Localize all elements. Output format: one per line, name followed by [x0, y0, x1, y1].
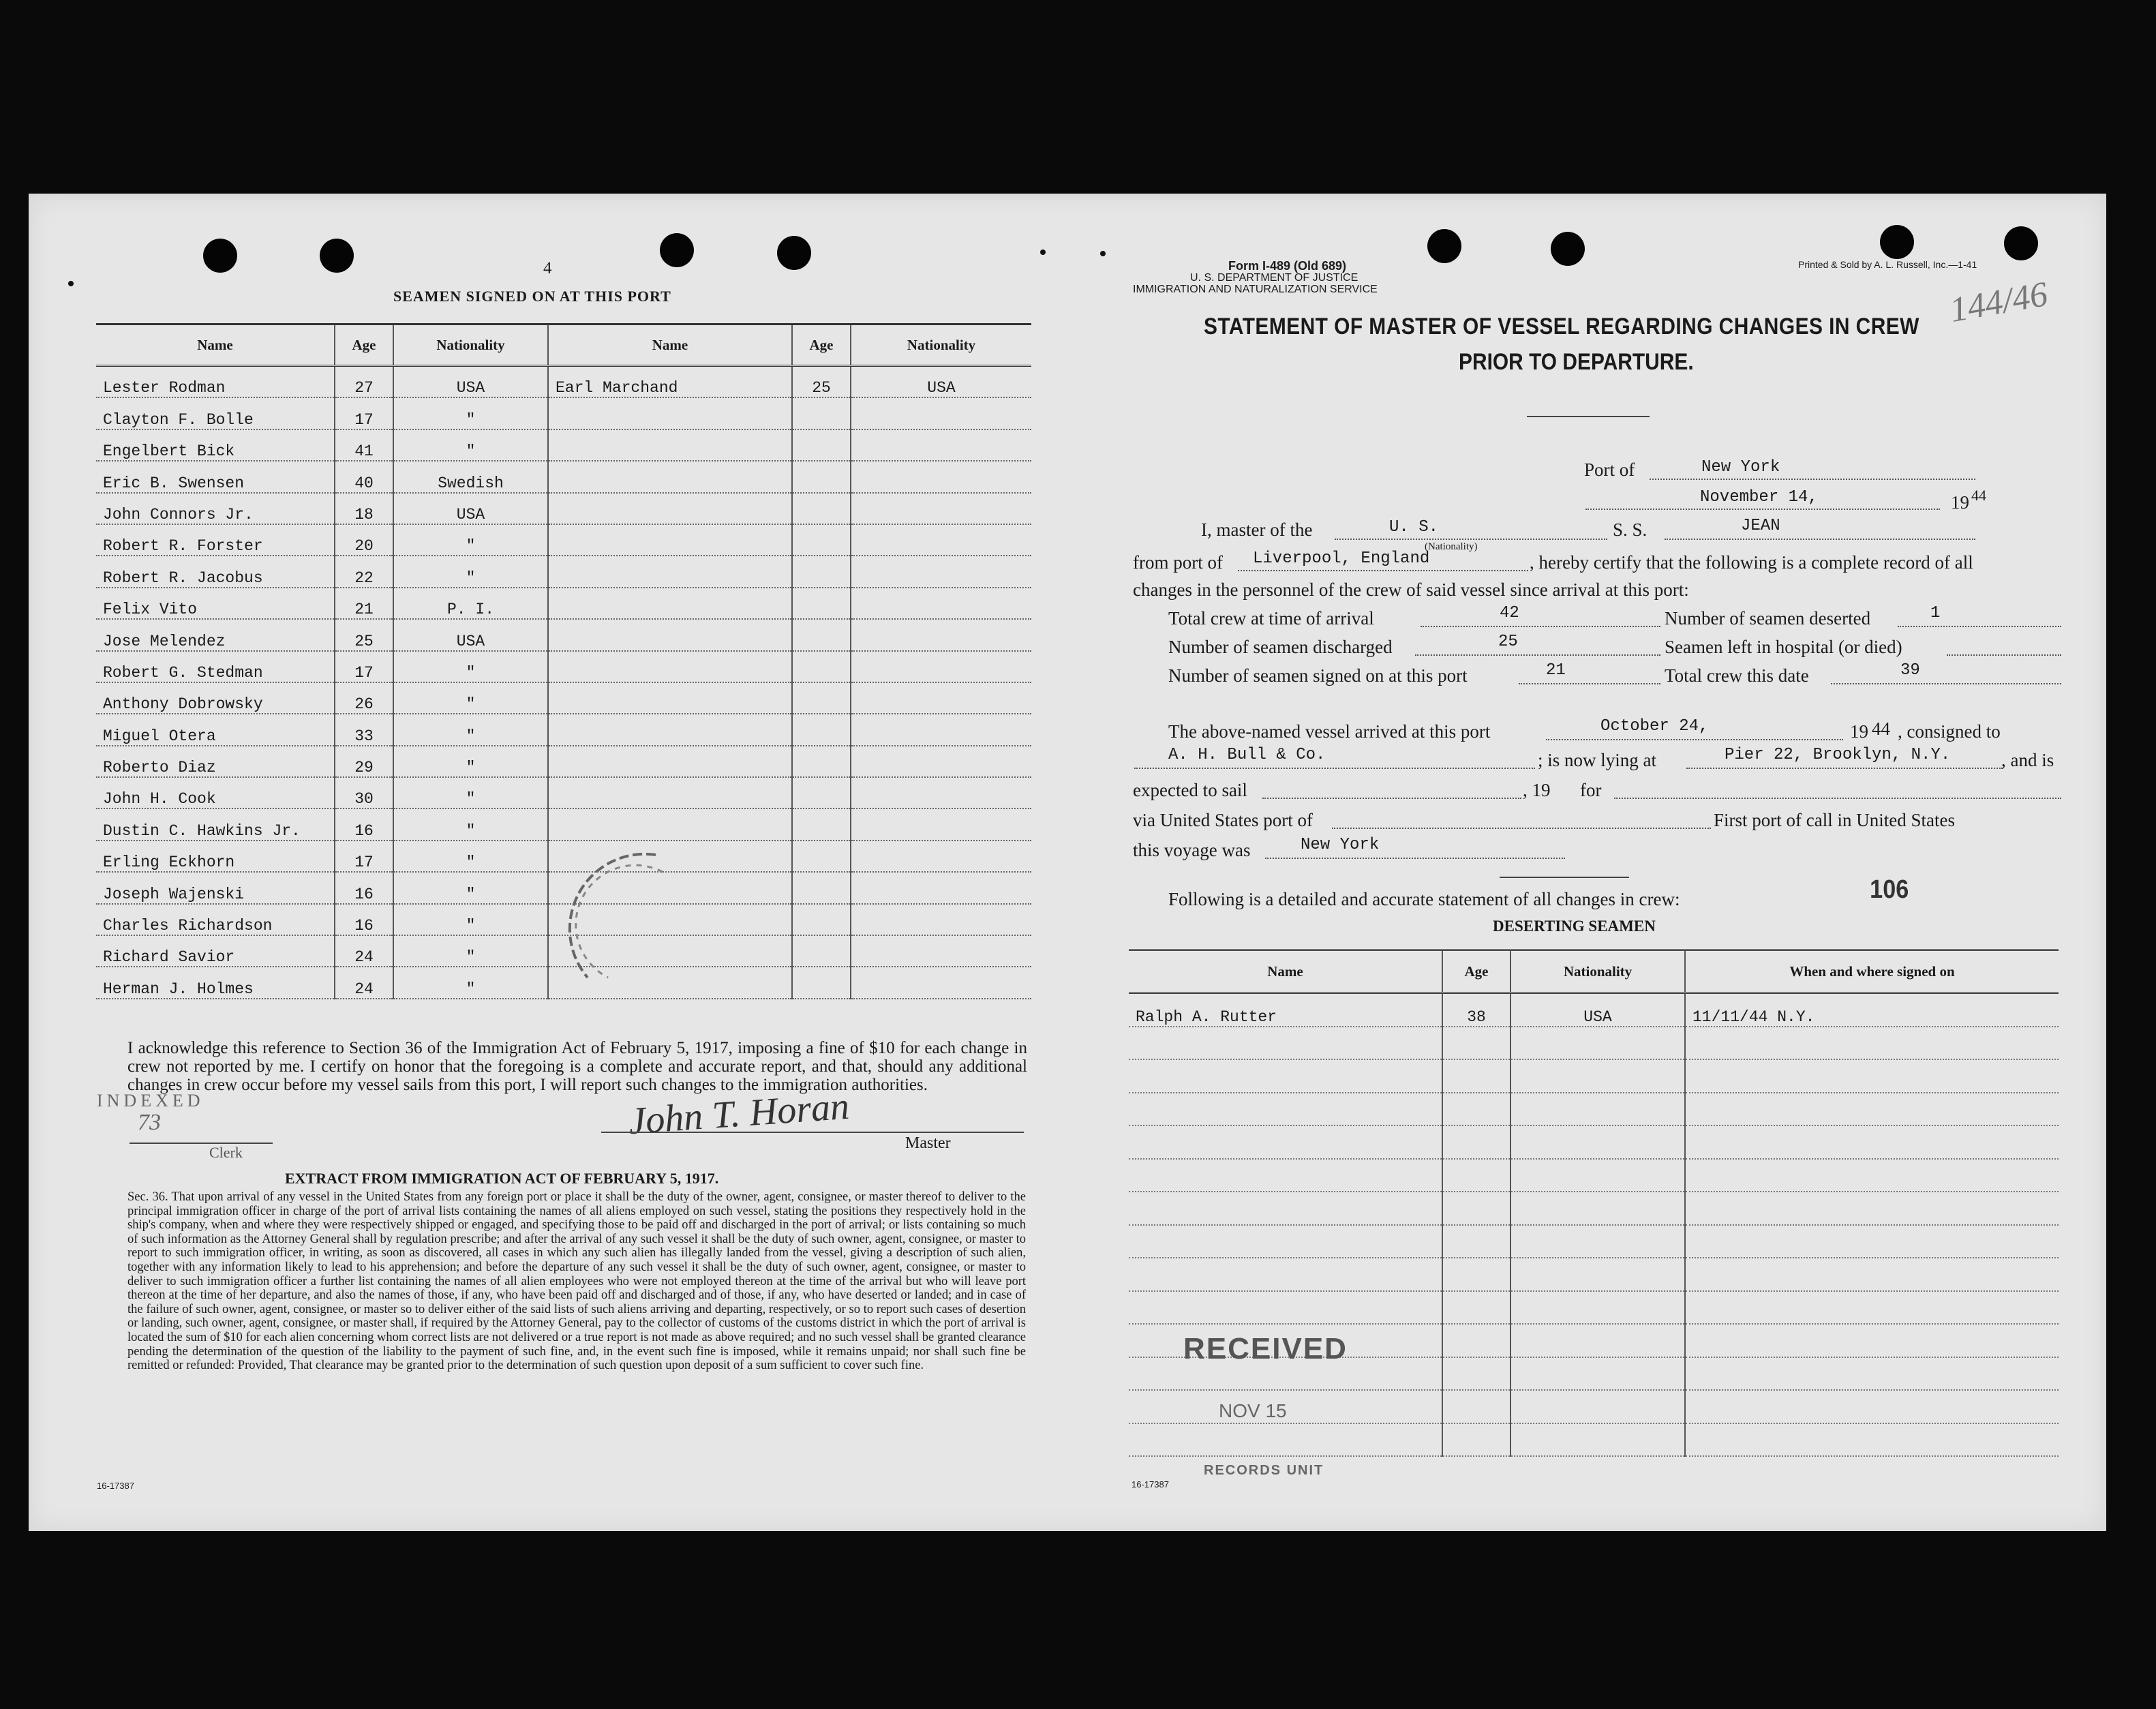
- crew-name: Charles Richardson: [96, 904, 335, 935]
- crew-nationality: ": [393, 808, 548, 840]
- table-row: [96, 461, 1031, 492]
- des-signed-on: [1685, 1357, 2059, 1391]
- des-name: Ralph A. Rutter: [1129, 993, 1442, 1027]
- crew-name-2: [548, 619, 792, 650]
- crew-nationality: ": [393, 651, 548, 682]
- des-age: [1442, 1357, 1510, 1391]
- des-signed-on: [1685, 1093, 2059, 1126]
- crew-age: 30: [335, 777, 393, 808]
- crew-age: 17: [335, 651, 393, 682]
- crew-age: 40: [335, 461, 393, 492]
- table-row: [96, 556, 1031, 587]
- crew-name: Robert R. Jacobus: [96, 556, 335, 587]
- deserted-count: 1: [1930, 604, 1941, 622]
- certify-text-2: changes in the personnel of the crew of said vessel since arrival at this port:: [1133, 579, 1689, 600]
- crew-age: 29: [335, 746, 393, 777]
- crew-name: Dustin C. Hawkins Jr.: [96, 808, 335, 840]
- crew-nationality: ": [393, 714, 548, 745]
- crew-nationality-2: [851, 524, 1031, 556]
- first-port-value: New York: [1301, 836, 1380, 854]
- right-form-code: 16-17387: [1132, 1479, 1169, 1489]
- table-row: [1129, 1291, 2059, 1325]
- crew-nationality-2: [851, 493, 1031, 524]
- and-is-label: , and is: [2001, 750, 2054, 770]
- crew-name: Herman J. Holmes: [96, 967, 335, 998]
- lying-at: Pier 22, Brooklyn, N.Y.: [1725, 746, 1951, 764]
- crew-name-2: [548, 651, 792, 682]
- circular-postmark: [553, 841, 663, 998]
- crew-nationality-2: [851, 461, 1031, 492]
- table-row: [96, 619, 1031, 650]
- crew-nationality-2: [851, 397, 1031, 429]
- table-row: [96, 714, 1031, 745]
- lying-label: ; is now lying at: [1538, 750, 1656, 770]
- crew-age-2: [792, 651, 851, 682]
- crew-nationality: ": [393, 841, 548, 872]
- table-row: [1129, 1125, 2059, 1159]
- crew-age-2: [792, 429, 851, 461]
- crew-name: Anthony Dobrowsky: [96, 682, 335, 714]
- discharged-count: 25: [1498, 633, 1518, 651]
- punch-hole: [2004, 226, 2038, 260]
- crew-age-2: [792, 935, 851, 967]
- received-stamp: RECEIVED: [1183, 1332, 1348, 1365]
- punch-hole: [777, 236, 811, 270]
- crew-nationality: ": [393, 872, 548, 903]
- arrival-year-prefix: 19: [1850, 721, 1868, 742]
- col-header-nationality: Nationality: [393, 324, 548, 366]
- des-signed-on: [1685, 1423, 2059, 1457]
- expected-label: expected to sail: [1133, 780, 1247, 800]
- des-nationality: [1510, 1324, 1685, 1357]
- crew-age-2: [792, 967, 851, 998]
- nationality-caption: (Nationality): [1425, 541, 1478, 552]
- crew-name-2: [548, 524, 792, 556]
- punch-hole: [320, 239, 354, 273]
- records-unit: RECORDS UNIT: [1204, 1463, 1324, 1478]
- crew-name: Lester Rodman: [96, 366, 335, 398]
- crew-name-2: [548, 429, 792, 461]
- des-nationality: USA: [1510, 993, 1685, 1027]
- crew-nationality: ": [393, 682, 548, 714]
- des-signed-on: [1685, 1258, 2059, 1291]
- des-age: [1442, 1125, 1510, 1159]
- des-age: [1442, 1390, 1510, 1423]
- crew-nationality-2: [851, 682, 1031, 714]
- des-age: [1442, 1027, 1510, 1060]
- crew-nationality: USA: [393, 619, 548, 650]
- des-nationality: [1510, 1027, 1685, 1060]
- crew-name: Eric B. Swensen: [96, 461, 335, 492]
- des-nationality: [1510, 1390, 1685, 1423]
- acknowledgment-text: I acknowledge this reference to Section 36 of the Immigration Act of February 5, 1917, imposing a fine of $10 for each change in crew not reported by me. I certify on honor that the foregoing is a complete and accurate report, and that, should any additional changes in crew occur before my vessel sails from this port, I will report such changes to the immigration authorities.: [127, 1039, 1027, 1094]
- from-port-value: Liverpool, England: [1253, 549, 1430, 568]
- master-label: Master: [905, 1134, 951, 1152]
- table-row: [1129, 1225, 2059, 1258]
- crew-name-2: [548, 461, 792, 492]
- total-crew-arrival: 42: [1500, 604, 1519, 622]
- indexed-stamp: INDEXED: [97, 1091, 204, 1110]
- crew-name-2: [548, 682, 792, 714]
- crew-age-2: [792, 904, 851, 935]
- des-signed-on: [1685, 1159, 2059, 1192]
- crew-nationality-2: [851, 841, 1031, 872]
- signed-on-title: SEAMEN SIGNED ON AT THIS PORT: [393, 288, 671, 305]
- table-row: [1129, 1027, 2059, 1060]
- extract-title: EXTRACT FROM IMMIGRATION ACT OF FEBRUARY 5, 1917.: [285, 1170, 719, 1187]
- crew-name-2: [548, 746, 792, 777]
- port-value: New York: [1701, 458, 1780, 477]
- vessel-name: JEAN: [1741, 517, 1780, 535]
- crew-name-2: [548, 777, 792, 808]
- des-age: [1442, 1159, 1510, 1192]
- deserting-seamen-table: [1129, 949, 2059, 1457]
- crew-nationality-2: [851, 556, 1031, 587]
- table-row: [96, 682, 1031, 714]
- crew-age: 17: [335, 397, 393, 429]
- crew-age: 27: [335, 366, 393, 398]
- table-row: [1129, 1423, 2059, 1457]
- table-row: [96, 429, 1031, 461]
- des-name: [1129, 1093, 1442, 1126]
- total-crew-arrival-label: Total crew at time of arrival: [1168, 608, 1374, 629]
- des-nationality: [1510, 1093, 1685, 1126]
- crew-age-2: 25: [792, 366, 851, 398]
- des-signed-on: [1685, 1027, 2059, 1060]
- des-age: [1442, 1423, 1510, 1457]
- crew-name: Robert G. Stedman: [96, 651, 335, 682]
- crew-nationality-2: [851, 588, 1031, 619]
- document-sheet: [29, 194, 2106, 1531]
- col-header-name-2: Name: [548, 324, 792, 366]
- deserting-title: DESERTING SEAMEN: [1493, 918, 1656, 935]
- des-signed-on: [1685, 1291, 2059, 1325]
- crew-nationality-2: [851, 714, 1031, 745]
- arrival-date: October 24,: [1600, 717, 1709, 736]
- crew-age-2: [792, 746, 851, 777]
- arrival-year: 44: [1872, 719, 1890, 739]
- crew-name-2: [548, 493, 792, 524]
- crew-age: 16: [335, 904, 393, 935]
- crew-age: 24: [335, 935, 393, 967]
- master-signature: John T. Horan: [627, 1085, 851, 1143]
- des-name: [1129, 1059, 1442, 1093]
- col-header-age-2: Age: [792, 324, 851, 366]
- des-nationality: [1510, 1125, 1685, 1159]
- crew-name: Richard Savior: [96, 935, 335, 967]
- des-signed-on: [1685, 1059, 2059, 1093]
- punch-hole: [1880, 225, 1914, 259]
- via-label: via United States port of: [1133, 810, 1313, 830]
- des-col-name: Name: [1129, 950, 1442, 993]
- crew-age-2: [792, 397, 851, 429]
- crew-name: Joseph Wajenski: [96, 872, 335, 903]
- crew-nationality: ": [393, 904, 548, 935]
- crew-nationality-2: [851, 619, 1031, 650]
- corner-note: 144/46: [1947, 274, 2051, 331]
- year-prefix: 19: [1951, 492, 1969, 513]
- statement-title-1: STATEMENT OF MASTER OF VESSEL REGARDING CHANGES IN CREW: [1204, 314, 1919, 339]
- des-col-nationality: Nationality: [1510, 950, 1685, 993]
- crew-nationality-2: [851, 967, 1031, 998]
- page-number: 4: [543, 259, 552, 277]
- col-header-name: Name: [96, 324, 335, 366]
- crew-age: 25: [335, 619, 393, 650]
- deserting-rows: [1129, 993, 2059, 1457]
- crew-nationality-2: [851, 777, 1031, 808]
- table-row: [1129, 1059, 2059, 1093]
- crew-age: 33: [335, 714, 393, 745]
- hospital-label: Seamen left in hospital (or died): [1665, 637, 1902, 657]
- clerk-mark: 73: [138, 1110, 161, 1135]
- table-row: [96, 366, 1031, 398]
- service: IMMIGRATION AND NATURALIZATION SERVICE: [1133, 284, 1378, 295]
- crew-age-2: [792, 619, 851, 650]
- punch-hole: [1551, 232, 1585, 266]
- crew-name: Miguel Otera: [96, 714, 335, 745]
- port-label: Port of: [1584, 459, 1635, 480]
- stamp-number: 106: [1870, 875, 1909, 904]
- crew-age-2: [792, 493, 851, 524]
- des-age: [1442, 1059, 1510, 1093]
- total-crew-date: 39: [1900, 661, 1920, 680]
- crew-age-2: [792, 556, 851, 587]
- crew-name: Roberto Diaz: [96, 746, 335, 777]
- des-age: [1442, 1324, 1510, 1357]
- des-age: [1442, 1258, 1510, 1291]
- crew-nationality-2: [851, 904, 1031, 935]
- crew-age: 41: [335, 429, 393, 461]
- printer-credit: Printed & Sold by A. L. Russell, Inc.—1-41: [1798, 259, 1977, 270]
- from-port-label: from port of: [1133, 552, 1223, 573]
- crew-name: Robert R. Forster: [96, 524, 335, 556]
- crew-nationality: USA: [393, 493, 548, 524]
- crew-nationality-2: [851, 746, 1031, 777]
- crew-nationality: ": [393, 556, 548, 587]
- des-age: [1442, 1291, 1510, 1325]
- des-age: [1442, 1225, 1510, 1258]
- des-name: [1129, 1125, 1442, 1159]
- total-crew-date-label: Total crew this date: [1665, 665, 1809, 686]
- crew-age: 26: [335, 682, 393, 714]
- crew-age-2: [792, 524, 851, 556]
- crew-nationality: ": [393, 397, 548, 429]
- crew-age: 17: [335, 841, 393, 872]
- des-nationality: [1510, 1291, 1685, 1325]
- following-text: Following is a detailed and accurate statement of all changes in crew:: [1168, 889, 1680, 909]
- table-row: [96, 493, 1031, 524]
- des-name: [1129, 1159, 1442, 1192]
- des-nationality: [1510, 1357, 1685, 1391]
- crew-name-2: [548, 808, 792, 840]
- table-row: [1129, 1192, 2059, 1225]
- crew-age-2: [792, 872, 851, 903]
- des-name: [1129, 1027, 1442, 1060]
- punch-hole: [1427, 229, 1461, 263]
- clerk-label: Clerk: [209, 1144, 243, 1161]
- des-signed-on: [1685, 1192, 2059, 1225]
- consignee: A. H. Bull & Co.: [1168, 746, 1326, 764]
- crew-nationality-2: [851, 651, 1031, 682]
- des-nationality: [1510, 1159, 1685, 1192]
- table-row: [96, 777, 1031, 808]
- crew-age: 22: [335, 556, 393, 587]
- crew-name-2: Earl Marchand: [548, 366, 792, 398]
- crew-age: 18: [335, 493, 393, 524]
- crew-nationality: ": [393, 746, 548, 777]
- crew-age-2: [792, 841, 851, 872]
- punch-hole: [660, 233, 694, 267]
- des-signed-on: 11/11/44 N.Y.: [1685, 993, 2059, 1027]
- col-header-nationality-2: Nationality: [851, 324, 1031, 366]
- deserted-label: Number of seamen deserted: [1665, 608, 1871, 629]
- signed-on-label: Number of seamen signed on at this port: [1168, 665, 1468, 686]
- des-age: 38: [1442, 993, 1510, 1027]
- des-nationality: [1510, 1258, 1685, 1291]
- des-col-signed-on: When and where signed on: [1685, 950, 2059, 993]
- des-nationality: [1510, 1059, 1685, 1093]
- left-form-code: 16-17387: [97, 1481, 134, 1491]
- crew-age-2: [792, 777, 851, 808]
- crew-age-2: [792, 588, 851, 619]
- des-nationality: [1510, 1225, 1685, 1258]
- table-row: [96, 808, 1031, 840]
- crew-name: Jose Melendez: [96, 619, 335, 650]
- statement-title-2: PRIOR TO DEPARTURE.: [1459, 349, 1694, 375]
- crew-name-2: [548, 397, 792, 429]
- crew-name: Erling Eckhorn: [96, 841, 335, 872]
- crew-name-2: [548, 556, 792, 587]
- crew-nationality: ": [393, 777, 548, 808]
- des-name: [1129, 1291, 1442, 1325]
- des-signed-on: [1685, 1390, 2059, 1423]
- table-row: [1129, 993, 2059, 1027]
- crew-age: 24: [335, 967, 393, 998]
- table-row: [1129, 1093, 2059, 1126]
- crew-name: John H. Cook: [96, 777, 335, 808]
- crew-age: 21: [335, 588, 393, 619]
- punch-hole: [203, 239, 237, 273]
- crew-age-2: [792, 714, 851, 745]
- department: U. S. DEPARTMENT OF JUSTICE: [1190, 272, 1358, 284]
- crew-name-2: [548, 714, 792, 745]
- crew-nationality: USA: [393, 366, 548, 398]
- crew-age: 16: [335, 872, 393, 903]
- signed-on-count: 21: [1546, 661, 1566, 680]
- des-name: [1129, 1258, 1442, 1291]
- crew-nationality: P. I.: [393, 588, 548, 619]
- vessel-nationality: U. S.: [1389, 518, 1439, 536]
- form-number: Form I-489 (Old 689): [1228, 259, 1347, 273]
- table-row: [96, 397, 1031, 429]
- des-col-age: Age: [1442, 950, 1510, 993]
- des-nationality: [1510, 1192, 1685, 1225]
- arrived-label: The above-named vessel arrived at this port: [1168, 721, 1491, 742]
- consigned-label: , consigned to: [1898, 721, 2001, 742]
- certify-text-1: , hereby certify that the following is a complete record of all: [1530, 552, 1973, 573]
- des-signed-on: [1685, 1125, 2059, 1159]
- crew-age: 20: [335, 524, 393, 556]
- crew-nationality: ": [393, 429, 548, 461]
- crew-nationality: Swedish: [393, 461, 548, 492]
- table-row: [96, 651, 1031, 682]
- this-voyage-label: this voyage was: [1133, 840, 1251, 860]
- crew-nationality: ": [393, 524, 548, 556]
- des-signed-on: [1685, 1324, 2059, 1357]
- crew-name: Clayton F. Bolle: [96, 397, 335, 429]
- crew-age-2: [792, 461, 851, 492]
- table-row: [96, 746, 1031, 777]
- table-row: [1129, 1159, 2059, 1192]
- crew-nationality-2: [851, 429, 1031, 461]
- des-name: [1129, 1225, 1442, 1258]
- date-value: November 14,: [1700, 488, 1818, 506]
- ss-label: S. S.: [1613, 519, 1648, 540]
- des-age: [1442, 1093, 1510, 1126]
- crew-nationality-2: [851, 808, 1031, 840]
- crew-nationality-2: [851, 872, 1031, 903]
- crew-age: 16: [335, 808, 393, 840]
- expected-year-prefix: , 19: [1523, 780, 1551, 800]
- des-nationality: [1510, 1423, 1685, 1457]
- crew-nationality: ": [393, 935, 548, 967]
- table-row: [1129, 1258, 2059, 1291]
- year-value: 44: [1971, 487, 1986, 504]
- crew-nationality: ": [393, 967, 548, 998]
- crew-nationality-2: [851, 935, 1031, 967]
- received-date: NOV 15: [1219, 1400, 1287, 1421]
- master-of-label: I, master of the: [1201, 519, 1313, 540]
- discharged-label: Number of seamen discharged: [1168, 637, 1393, 657]
- crew-age-2: [792, 682, 851, 714]
- crew-age-2: [792, 808, 851, 840]
- table-row: [96, 524, 1031, 556]
- crew-name: Felix Vito: [96, 588, 335, 619]
- for-label: for: [1580, 780, 1602, 800]
- crew-name-2: [548, 588, 792, 619]
- des-name: [1129, 1423, 1442, 1457]
- first-port-label: First port of call in United States: [1714, 810, 1955, 830]
- extract-text: Sec. 36. That upon arrival of any vessel in the United States from any foreign port or place it shall be the duty of the owner, agent, consignee, or master thereof to deliver to the principal immigration officer in charge of the port of arrival lists containing the names of all aliens employed on such vessel, stating the positions they respectively hold in the ship's company, when and where they were respectively shipped or engaged, and specifying those to be paid off and discharged in the port of arrival; or lists containing so much of such information as the Attorney General shall by regulation prescribe; and after the arrival of any such vessel it shall be the duty of such owner, agent, consignee, or master to report to such immigration officer, in writing, as soon as discovered, all cases in which any such alien has illegally landed from the vessel, giving a description of such alien, together with any information likely to lead to his apprehension; and before the departure of any such vessel it shall be the duty of such owner, agent, consignee, or master to deliver to such immigration officer a further list containing the names of all alien employees who were not employed thereon at the time of the arrival but who will leave port thereon at the time of her departure, and also the names of those, if any, who have been paid off and discharged and of those, if any, who have deserted or landed; and in case of the failure of such owner, agent, consignee, or master so to deliver either of the said lists of such aliens arriving and departing, respectively, or so to report such cases of desertion or landing, such owner, agent, consignee, or master shall, if required by the Attorney General, pay to the collector of customs of the customs district in which the port of arrival is located the sum of $10 for each alien concerning whom correct lists are not delivered or a true report is not made as above required; and no such vessel shall be granted clearance pending the determination of the question of the liability to the payment of such fine, and, in the event such fine is imposed, while it remains unpaid; nor shall such fine be remitted or refunded: Provided, That clearance may be granted prior to the determination of such question upon deposit of a sum sufficient to cover such fine.: [127, 1190, 1026, 1373]
- des-signed-on: [1685, 1225, 2059, 1258]
- table-row: [96, 588, 1031, 619]
- des-age: [1442, 1192, 1510, 1225]
- col-header-age: Age: [335, 324, 393, 366]
- crew-name: John Connors Jr.: [96, 493, 335, 524]
- des-name: [1129, 1192, 1442, 1225]
- crew-nationality-2: USA: [851, 366, 1031, 398]
- crew-name: Engelbert Bick: [96, 429, 335, 461]
